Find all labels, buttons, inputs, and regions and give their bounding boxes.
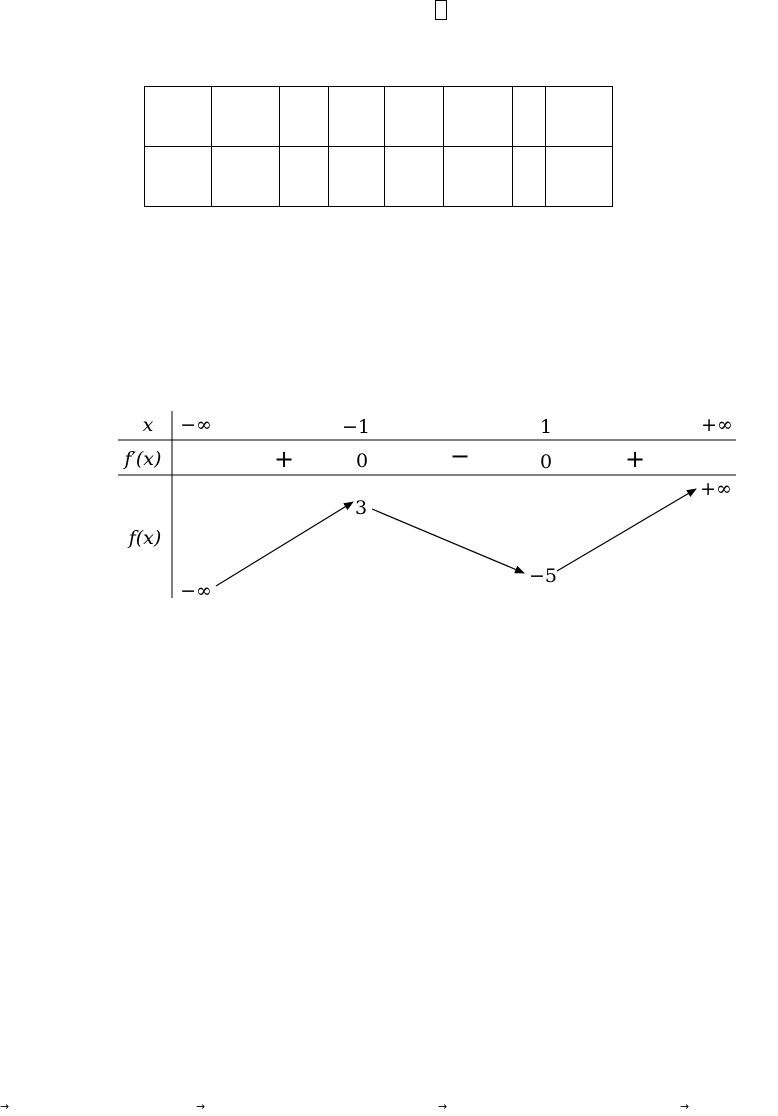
x-value-one: 1 xyxy=(539,416,553,438)
vector-arrow-symbol: → xyxy=(0,1100,10,1113)
derivative-sign-plus: + xyxy=(624,445,646,473)
increasing-arrow xyxy=(216,502,353,586)
x-value-neg-infinity: −∞ xyxy=(180,414,212,436)
row-label-fprime: f′(x) xyxy=(124,448,162,470)
increasing-arrow xyxy=(557,489,696,571)
row-label-x: x xyxy=(142,414,154,436)
vector-arrow-symbol: → xyxy=(438,1100,448,1113)
f-value-local-min: −5 xyxy=(528,565,558,587)
x-value-pos-infinity: +∞ xyxy=(701,414,733,436)
derivative-zero: 0 xyxy=(539,451,553,473)
x-value-neg-one: −1 xyxy=(341,416,371,438)
f-value-neg-infinity: −∞ xyxy=(180,580,212,602)
vector-arrow-symbol: → xyxy=(680,1100,690,1113)
f-value-pos-infinity: +∞ xyxy=(700,478,732,500)
derivative-sign-minus: − xyxy=(449,442,471,470)
vector-arrow-symbol: → xyxy=(196,1100,206,1113)
f-value-local-max: 3 xyxy=(354,497,368,519)
decreasing-arrow xyxy=(372,509,524,573)
derivative-zero: 0 xyxy=(355,450,369,472)
row-label-f: f(x) xyxy=(128,527,162,549)
derivative-sign-plus: + xyxy=(273,445,295,473)
